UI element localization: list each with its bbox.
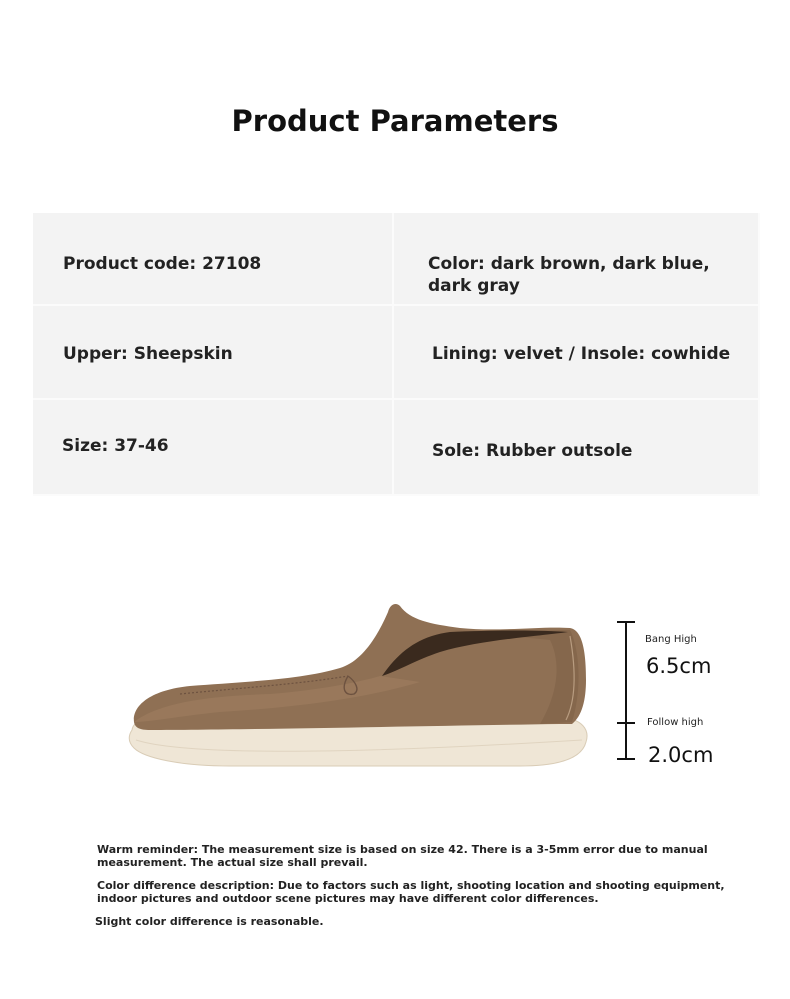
measurement-panel — [615, 620, 775, 770]
slight-difference-text: Slight color difference is reasonable. — [95, 915, 324, 928]
bang-high-label: Bang High — [645, 634, 697, 645]
param-cell-size — [33, 400, 394, 496]
height-ruler-icon — [615, 620, 645, 765]
param-cell-sole — [394, 400, 760, 496]
lining-text: Lining: velvet / Insole: cowhide — [432, 344, 731, 364]
follow-high-value: 2.0cm — [648, 743, 714, 767]
warm-reminder-text: Warm reminder: The measurement size is based on size 42. There is a 3-5mm error due to manual measurement. The actual size shall prevail. — [97, 843, 708, 869]
shoe-image — [120, 590, 600, 780]
param-cell-product-code — [33, 213, 394, 306]
param-cell-upper — [33, 306, 394, 400]
param-cell-color — [394, 213, 760, 306]
sole-text: Sole: Rubber outsole — [432, 441, 633, 461]
notes-section — [97, 843, 757, 938]
product-code-text: Product code: 27108 — [63, 254, 262, 274]
size-text: Size: 37-46 — [62, 436, 169, 456]
loafer-illustration — [120, 590, 600, 780]
follow-high-label: Follow high — [647, 717, 704, 728]
bang-high-value: 6.5cm — [646, 654, 712, 678]
color-difference-text: Color difference description: Due to factors such as light, shooting location and shooting equipment, indoor pictures and outdoor scene pictures may have different color differences. — [97, 879, 725, 905]
param-cell-lining — [394, 306, 760, 400]
parameters-table — [33, 213, 760, 496]
upper-text: Upper: Sheepskin — [63, 344, 233, 364]
page-title: Product Parameters — [231, 104, 559, 138]
color-text: Color: dark brown, dark blue, dark gray — [428, 254, 710, 296]
